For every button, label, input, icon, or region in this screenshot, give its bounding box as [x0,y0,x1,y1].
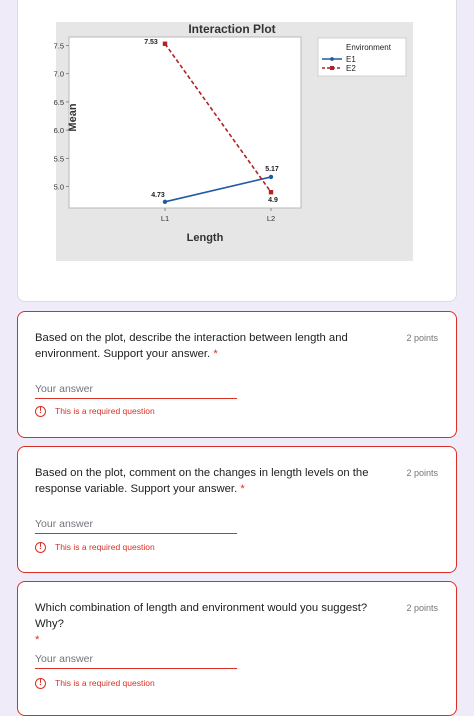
y-tick-label: 5.0 [53,182,64,192]
error-text: This is a required question [55,406,155,416]
question-title [35,465,391,497]
data-label: 5.17 [265,165,279,173]
data-point-e1 [163,200,167,204]
interaction-plot-svg [53,22,413,261]
required-asterisk: * [35,634,40,646]
x-tick-label: L2 [266,214,276,223]
points-label: 2 points [406,333,438,343]
legend-label-e2: E2 [346,64,356,73]
y-tick-label: 6.0 [53,126,64,136]
required-asterisk: * [240,483,245,495]
question-text: Based on the plot, describe the interaction between length and environment. Support your answer. [35,332,348,360]
answer-input[interactable]: Your answer [35,382,237,399]
error-text: This is a required question [55,542,155,552]
data-label: 7.53 [144,38,158,46]
y-tick-label: 7.0 [53,69,64,79]
data-point-e2 [269,190,273,194]
interaction-plot [53,22,413,261]
question-title [35,330,391,362]
y-tick-label: 5.5 [53,154,64,164]
answer-input[interactable]: Your answer [35,652,237,669]
question-card-1 [17,311,457,438]
chart-card [17,0,457,302]
y-tick-label: 7.5 [53,41,64,51]
error-circle-icon: ! [35,542,46,553]
legend-marker-e1 [330,57,334,61]
legend [318,38,406,76]
error-message [35,540,155,554]
data-point-e2 [163,42,167,46]
legend-title: Environment [346,43,391,52]
y-tick-label: 6.5 [53,97,64,107]
error-text: This is a required question [55,678,155,688]
x-axis-label: Length [186,232,224,244]
question-card-3 [17,581,457,716]
error-circle-icon: ! [35,406,46,417]
question-text: Which combination of length and environment would you suggest? Why? [35,602,368,630]
chart-title: Interaction Plot [188,22,276,36]
legend-label-e1: E1 [346,55,356,64]
data-label: 4.9 [268,197,278,205]
data-point-e1 [269,175,273,179]
plot-area [69,37,301,208]
points-label: 2 points [406,603,438,613]
answer-input[interactable]: Your answer [35,517,237,534]
x-tick-label: L1 [160,214,170,223]
y-axis-label: Mean [67,103,79,132]
legend-marker-e2 [330,66,334,70]
required-asterisk: * [213,348,218,360]
points-label: 2 points [406,468,438,478]
error-message [35,404,155,418]
question-card-2 [17,446,457,573]
x-axis-ticks [161,208,275,223]
error-circle-icon: ! [35,678,46,689]
question-text: Based on the plot, comment on the changes in length levels on the response variable. Support your answer. [35,467,369,495]
question-title [35,600,391,648]
data-label: 4.73 [151,191,165,199]
error-message [35,676,155,690]
